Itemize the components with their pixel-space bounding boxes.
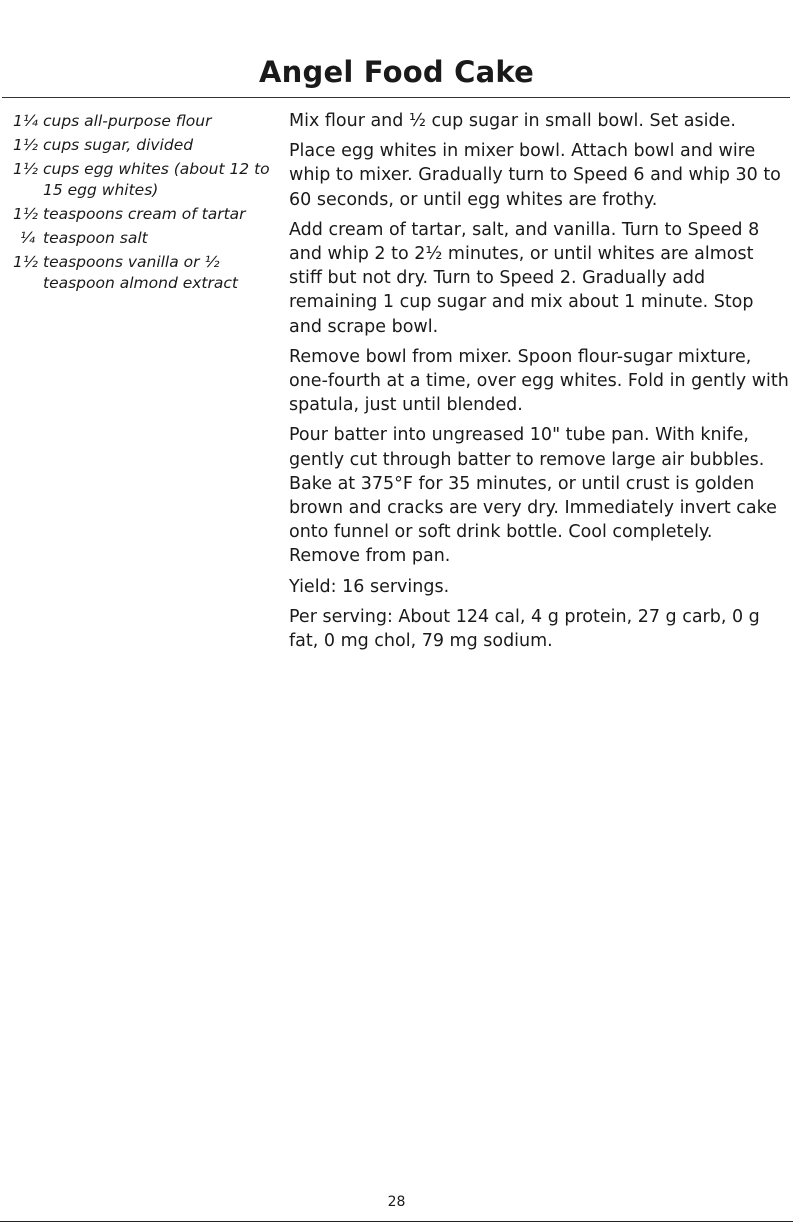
yield-text: Yield: 16 servings. — [289, 576, 450, 597]
ingredient-text: cups egg whites (about 12 to 15 egg whites) — [43, 160, 270, 199]
ingredient-text: cups sugar, divided — [43, 136, 194, 154]
page-title: Angel Food Cake — [259, 55, 534, 89]
ingredient-list — [13, 111, 275, 297]
title-divider — [2, 97, 790, 98]
ingredient-quantity: 1¼ — [13, 112, 38, 130]
ingredient-item — [13, 159, 275, 201]
ingredient-item — [13, 111, 275, 132]
ingredient-item — [13, 135, 275, 156]
instruction-paragraph: Remove bowl from mixer. Spoon flour-sugar mixture, one-fourth at a time, over egg whites. Fold in gently with spatula, just until blended. — [289, 346, 789, 416]
ingredient-text: teaspoons vanilla or ½ teaspoon almond extract — [43, 253, 238, 292]
ingredient-quantity: ¼ — [19, 229, 35, 247]
ingredient-item — [13, 204, 275, 225]
instruction-paragraph: Pour batter into ungreased 10" tube pan. With knife, gently cut through batter to remove large air bubbles. Bake at 375°F for 35 minutes, or until crust is golden brown and cracks are very dry. Immediately invert cake onto funnel or soft drink bottle. Cool completely. Remove from pan. — [289, 425, 777, 567]
page-number: 28 — [387, 1194, 406, 1210]
bottom-divider — [0, 1221, 793, 1222]
instruction-paragraph: Mix flour and ½ cup sugar in small bowl. Set aside. — [289, 111, 736, 131]
ingredient-item — [13, 228, 275, 249]
instruction-paragraph: Place egg whites in mixer bowl. Attach bowl and wire whip to mixer. Gradually turn to Speed 6 and whip 30 to 60 seconds, or until egg whites are frothy. — [289, 141, 781, 210]
ingredient-item — [13, 252, 275, 294]
instructions — [289, 109, 789, 659]
ingredient-quantity: 1½ — [13, 160, 38, 178]
ingredient-quantity: 1½ — [13, 253, 38, 271]
nutrition-text: Per serving: About 124 cal, 4 g protein, 27 g carb, 0 g fat, 0 mg chol, 79 mg sodium. — [289, 606, 760, 652]
ingredient-text: teaspoon salt — [43, 229, 148, 247]
ingredient-text: teaspoons cream of tartar — [43, 205, 246, 223]
instruction-paragraph: Add cream of tartar, salt, and vanilla. Turn to Speed 8 and whip 2 to 2½ minutes, or until whites are almost stiff but not dry. Turn to Speed 2. Gradually add remaining 1 cup sugar and mix about 1 minute. Stop and scrape bowl. — [289, 219, 760, 337]
ingredient-quantity: 1½ — [13, 205, 38, 223]
ingredient-text: cups all-purpose flour — [43, 112, 212, 130]
ingredient-quantity: 1½ — [13, 136, 38, 154]
